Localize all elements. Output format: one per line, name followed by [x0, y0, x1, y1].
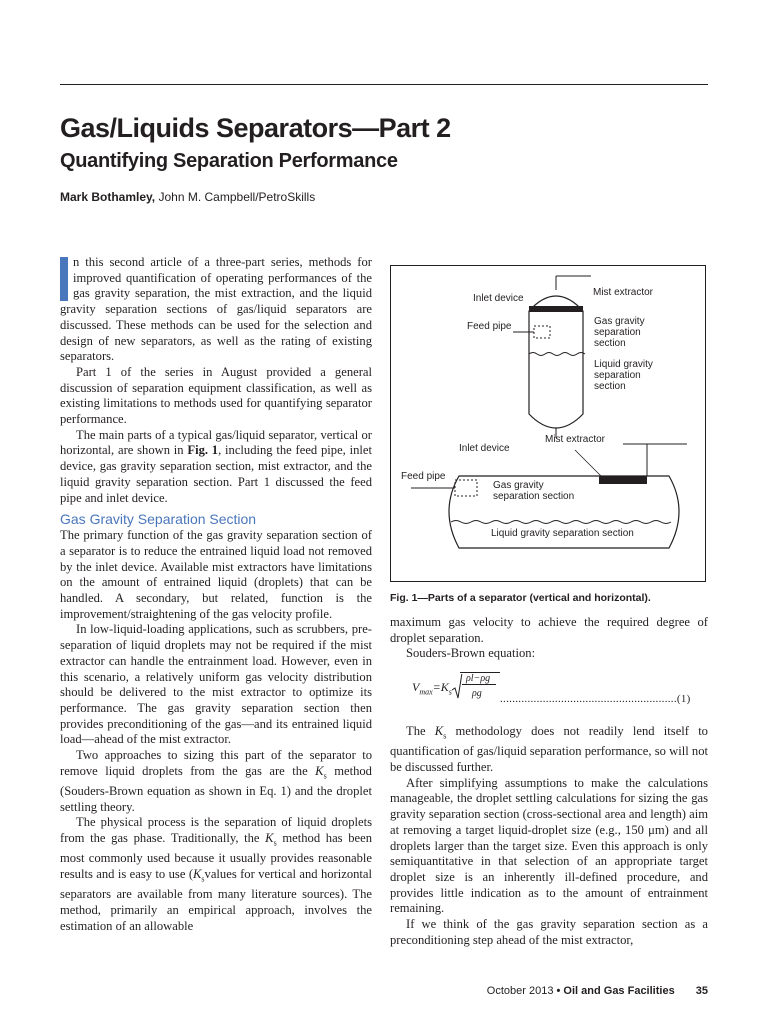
fig-label-h-gas-gravity: Gas gravity separation section — [493, 480, 575, 502]
byline — [60, 190, 315, 204]
paragraph-main-parts: The main parts of a typical gas/liquid separator, vertical or horizontal, are shown in Fig. 1, including the feed pipe, inlet device, gas gravity separation section, mist extractor, and the liquid gravity separation section. Part 1 discussed the feed pipe and inlet device. — [60, 427, 372, 505]
fraction-bar — [462, 684, 496, 685]
top-rule — [60, 84, 708, 85]
fig-label-v-feed-pipe: Feed pipe — [467, 321, 512, 332]
mist-extractor-leader — [575, 450, 601, 476]
vertical-mist-extractor-pad — [529, 306, 583, 312]
vertical-inlet-device — [534, 326, 550, 338]
fig-label-h-mist-extractor: Mist extractor — [545, 434, 606, 445]
paragraph-low-liquid: In low-liquid-loading applications, such as scrubbers, pre-separation of liquid droplets may not be required if the mist extractor can handle the entrainment load. However, even in this scenario, a relatively uniform gas velocity distribution should be delivered to the mist extractor to optimize its performance. The gas gravity separation section then provides preconditioning of the gas—and its entrained liquid load—ahead of the mist extractor. — [60, 622, 372, 747]
issue-date: October 2013 — [486, 985, 554, 997]
radical-sign — [452, 674, 464, 700]
fig-label-h-liquid-gravity: Liquid gravity separation section — [491, 528, 634, 539]
equation-denominator: ρg — [472, 688, 482, 700]
paragraph-preconditioning: If we think of the gas gravity separation section as a preconditioning step ahead of the mist extractor, — [390, 917, 708, 947]
drop-cap-bar — [60, 257, 68, 301]
author-affiliation: John M. Campbell/PetroSkills — [158, 190, 316, 204]
footer-bullet: • — [556, 985, 561, 997]
horizontal-inlet-device — [455, 480, 477, 496]
paragraph-physical-process: The physical process is the separation of liquid droplets from the gas phase. Traditionally, the $K_s$ method has been most commonly used because it usually provides reasonable results and is easy to use ($K_svalues$ for vertical and horizontal separators are available from many literature sources). The method, primarily an empirical approach, involves the estimation of an allowable — [60, 815, 372, 933]
paragraph-part1: Part 1 of the series in August provided a general discussion of separation equipment classification, as well as existing limitations to methods used for quantifying separator performance. — [60, 364, 372, 427]
author-name: Mark Bothamley, — [60, 190, 156, 204]
horizontal-mist-extractor-pad — [599, 476, 647, 484]
vertical-vessel — [529, 296, 583, 428]
article-subtitle: Quantifying Separation Performance — [60, 150, 398, 172]
souders-brown-equation: $V_{max}=K_s$ ρl−ρg ρg ..........................................................(1) — [390, 674, 708, 710]
figure-separator-diagram — [390, 265, 706, 582]
figure-caption: Fig. 1—Parts of a separator (vertical and horizontal). — [390, 592, 651, 604]
intro-paragraph: n this second article of a three-part series, methods for improved quantification of operating performances of the gas gravity separation, the mist extraction, and the liquid gravity separation sections of gas/liquid separators are discussed. These methods can be used for the selection and design of new separators, as well as the rating of existing separators. — [60, 255, 372, 364]
horizontal-liquid-level — [451, 521, 671, 524]
right-column — [390, 615, 708, 948]
paragraph-primary-function: The primary function of the gas gravity separation section of a separator is to reduce the entrained liquid load not removed by the inlet device. Available mist extractors have limitations on the amount of entrained liquid (droplets) that can be handled. A secondary, but related, function is the improvement/straightening of the gas velocity profile. — [60, 528, 372, 621]
fig-label-v-inlet-device: Inlet device — [473, 293, 524, 304]
fig-label-h-inlet-device: Inlet device — [459, 443, 510, 454]
fig-label-v-liquid-gravity: Liquid gravity separation section — [594, 359, 653, 392]
paragraph-max-velocity: maximum gas velocity to achieve the required degree of droplet separation. — [390, 615, 708, 645]
equation-numerator: ρl−ρg — [466, 673, 491, 685]
paragraph-ks-methodology: The $K_s$ methodology does not readily lend itself to quantification of gas/liquid separation performance, so will not be discussed further. — [390, 724, 708, 775]
equation-intro: Souders-Brown equation: — [406, 646, 536, 661]
page-number: 35 — [695, 985, 708, 997]
paragraph-two-approaches: Two approaches to sizing this part of the separator to remove liquid droplets from the gas are the $K_s$ method (Souders-Brown equation as shown in Eq. 1) and the droplet settling theory. — [60, 748, 372, 814]
left-column — [60, 255, 372, 934]
section-heading: Gas Gravity Separation Section — [60, 511, 257, 528]
page-footer — [487, 985, 708, 997]
article-title: Gas/Liquids Separators—Part 2 — [60, 113, 451, 143]
vertical-liquid-level — [529, 353, 585, 356]
equation-number: ..........................................................(1) — [500, 693, 691, 706]
fig-reference: Fig. 1 — [187, 443, 219, 458]
fig-label-v-mist-extractor: Mist extractor — [593, 287, 654, 298]
fig-label-h-feed-pipe: Feed pipe — [401, 471, 446, 482]
fig-label-v-gas-gravity: Gas gravity separation section — [594, 316, 645, 349]
paragraph-droplet-settling: After simplifying assumptions to make the calculations manageable, the droplet settling calculations for sizing the gas gravity separation section (cross-sectional area and length) aim at removing a target liquid-droplet size (e.g., 150 μm) and all droplets larger than the target size. Even this approach is only semiquantitative in that selection of an appropriate target droplet size is an inherently ill-defined procedure, and provides little indication as to the amount of entrainment remaining. — [390, 775, 708, 916]
journal-name: Oil and Gas Facilities — [563, 985, 675, 997]
